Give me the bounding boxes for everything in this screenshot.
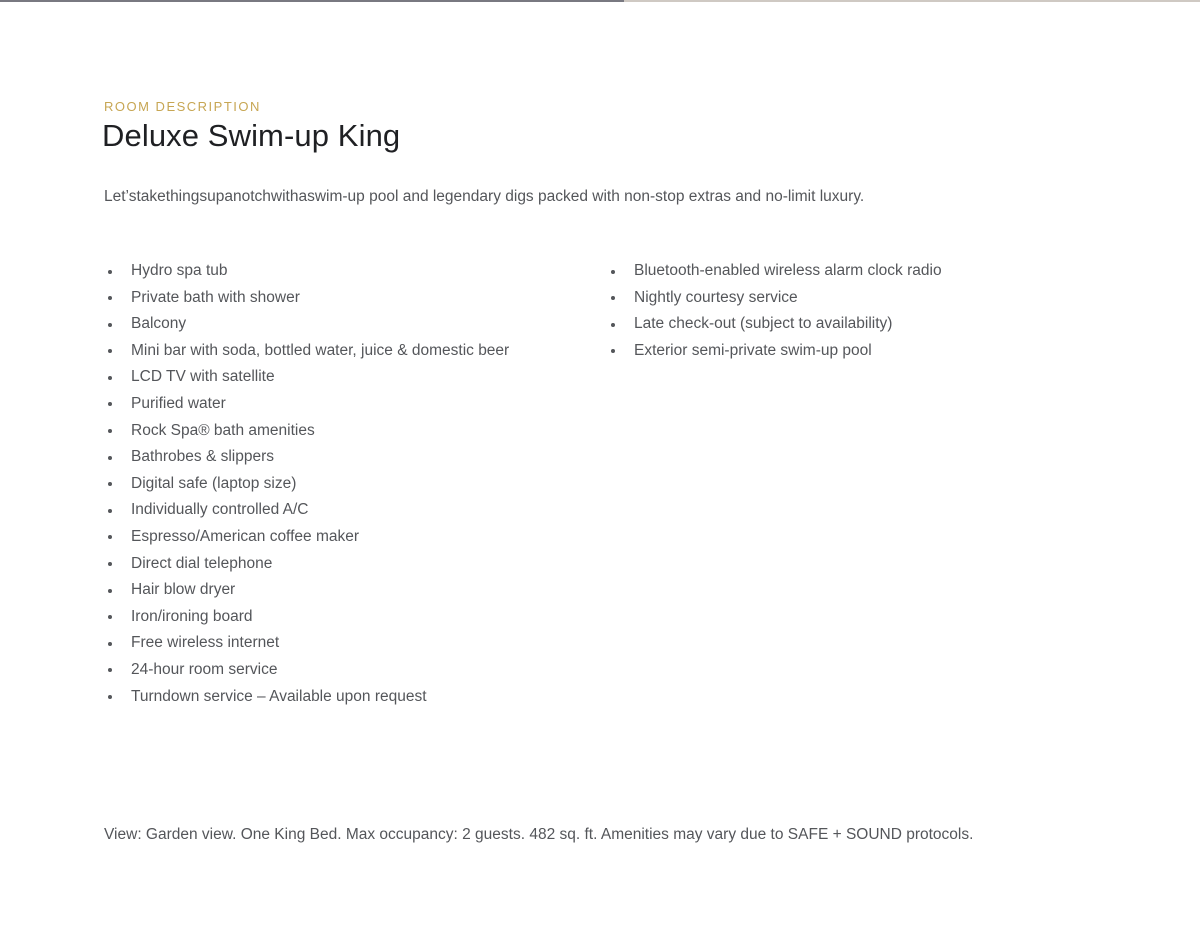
bullet-icon	[108, 482, 112, 486]
amenity-label: Mini bar with soda, bottled water, juice & domestic beer	[131, 341, 510, 359]
bullet-icon	[108, 589, 112, 593]
bullet-icon	[108, 376, 112, 380]
bullet-icon	[108, 668, 112, 672]
amenity-label: Bathrobes & slippers	[131, 448, 275, 466]
amenity-item	[104, 630, 607, 657]
amenity-label: Hair blow dryer	[131, 581, 236, 599]
amenity-item	[104, 285, 607, 312]
amenity-item	[104, 391, 607, 418]
bullet-icon	[108, 456, 112, 460]
bullet-icon	[108, 509, 112, 513]
bullet-icon	[108, 402, 112, 406]
amenity-item	[104, 471, 607, 498]
amenity-item	[104, 657, 607, 684]
amenity-item	[104, 684, 607, 711]
bullet-icon	[611, 349, 615, 353]
amenity-item	[104, 497, 607, 524]
amenity-item	[104, 338, 607, 365]
amenity-item	[104, 577, 607, 604]
amenity-item	[104, 418, 607, 445]
bullet-icon	[611, 296, 615, 300]
amenity-label: LCD TV with satellite	[131, 368, 275, 386]
bullet-icon	[108, 615, 112, 619]
amenity-label: Hydro spa tub	[131, 262, 228, 279]
amenities-column-left	[104, 258, 607, 710]
amenity-item	[104, 444, 607, 471]
bullet-icon	[611, 323, 615, 327]
amenity-label: Rock Spa® bath amenities	[131, 421, 315, 439]
bullet-icon	[108, 535, 112, 539]
room-title: Deluxe Swim-up King	[102, 118, 401, 153]
amenity-item	[104, 524, 607, 551]
bullet-icon	[108, 429, 112, 433]
amenity-item	[104, 364, 607, 391]
bullet-icon	[108, 270, 112, 274]
amenity-label: Digital safe (laptop size)	[131, 474, 297, 492]
amenity-item	[607, 311, 1104, 338]
amenities-section	[104, 258, 1104, 710]
amenity-label: Private bath with shower	[131, 288, 300, 306]
amenity-label: Purified water	[131, 394, 226, 412]
amenity-label: Free wireless internet	[131, 634, 280, 652]
amenity-label: Direct dial telephone	[131, 554, 273, 572]
amenity-label: Nightly courtesy service	[634, 288, 798, 306]
room-details-footnote: View: Garden view. One King Bed. Max occupancy: 2 guests. 482 sq. ft. Amenities may vary due to SAFE + SOUND protocols.	[104, 826, 974, 843]
bullet-icon	[611, 270, 615, 274]
amenity-label: 24-hour room service	[131, 660, 278, 678]
amenity-item	[104, 551, 607, 578]
amenity-list-left	[104, 258, 607, 710]
amenity-list-right	[607, 258, 1104, 364]
amenity-label: Exterior semi-private swim-up pool	[634, 341, 872, 359]
bullet-icon	[108, 296, 112, 300]
bullet-icon	[108, 642, 112, 646]
amenity-item	[607, 258, 1104, 285]
amenity-label: Iron/ironing board	[131, 607, 253, 625]
amenity-label: Late check-out (subject to availability)	[634, 315, 893, 333]
bullet-icon	[108, 562, 112, 566]
room-description-text: Let’stakethingsupanotchwithaswim-up pool and legendary digs packed with non-stop extras and no-limit luxury.	[104, 188, 865, 205]
bullet-icon	[108, 695, 112, 699]
amenity-item	[607, 338, 1104, 365]
amenity-item	[104, 604, 607, 631]
amenity-label: Individually controlled A/C	[131, 501, 309, 519]
amenity-label: Bluetooth-enabled wireless alarm clock radio	[634, 262, 942, 279]
bullet-icon	[108, 323, 112, 327]
amenities-column-right	[607, 258, 1104, 710]
room-description-eyebrow: ROOM DESCRIPTION	[104, 99, 261, 114]
amenity-label: Balcony	[131, 315, 187, 333]
bullet-icon	[108, 349, 112, 353]
amenity-label: Espresso/American coffee maker	[131, 527, 360, 545]
amenity-item	[104, 258, 607, 285]
amenity-item	[607, 285, 1104, 312]
amenity-label: Turndown service – Available upon request	[131, 687, 427, 705]
amenity-item	[104, 311, 607, 338]
photo-bottom-edge	[0, 0, 1200, 2]
